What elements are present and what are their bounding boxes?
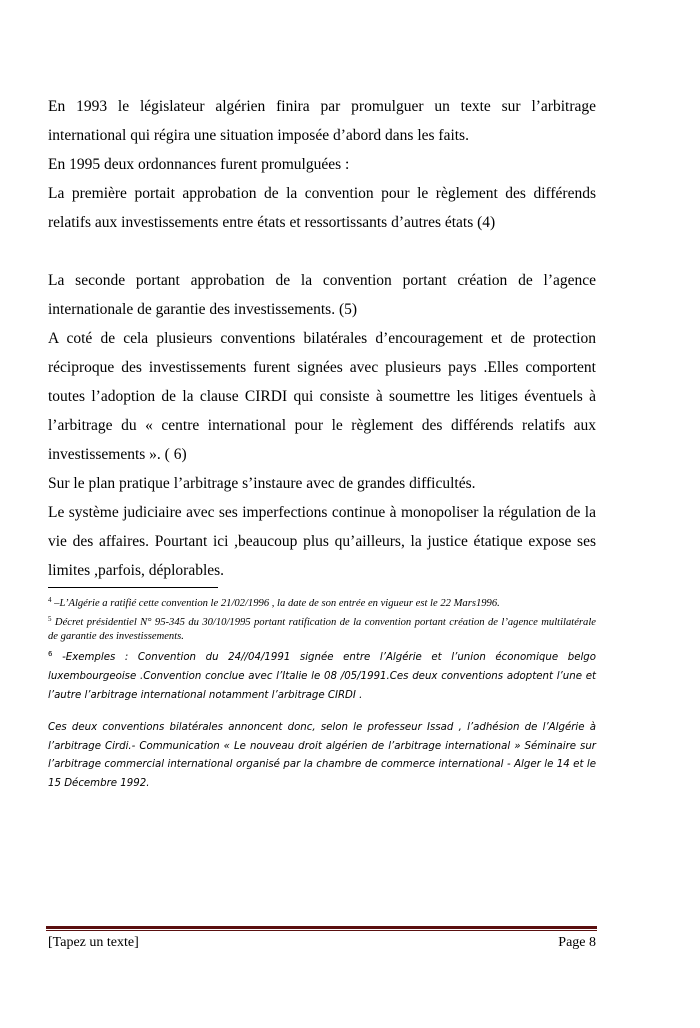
page-number: Page 8 bbox=[558, 935, 596, 950]
footnote-number: 5 bbox=[48, 614, 52, 623]
footer-rule-thick bbox=[46, 926, 597, 929]
blank-line bbox=[48, 237, 596, 266]
footnote-number: 6 bbox=[48, 649, 53, 658]
paragraph-conventions-bilaterales: A coté de cela plusieurs conventions bilatérales d’encouragement et de protection réciproque des investissements furent signées avec plusieurs pays .Elles comportent toutes l’adoption de la clause CIRDI qui consiste à soumettre les litiges éventuels à l’arbitrage du « centre international pour le règlement des différends relatifs aux investissements ». ( 6) bbox=[48, 330, 596, 463]
footnote-text: –L’Algérie a ratifié cette convention le 21/02/1996 , la date de son entrée en vigueur est le 22 Mars1996. bbox=[51, 598, 500, 609]
paragraph-systeme-judiciaire: Le système judiciaire avec ses imperfections continue à monopoliser la régulation de la vie des affaires. Pourtant ici ,beaucoup plus qu’ailleurs, la justice étatique expose ses limites ,parfois, déplorables. bbox=[48, 504, 596, 579]
footnotes bbox=[48, 593, 596, 705]
footnote-text: -Exemples : Convention du 24//04/1991 signée entre l’Algérie et l’union économique belgo luxembourgeoise .Convention conclue avec l’Italie le 08 /05/1991.Ces deux conventions adoptent l’une et l’autre l’arbitrage international notamment l’arbitrage CIRDI . bbox=[48, 651, 596, 701]
footnote-number: 4 bbox=[48, 596, 52, 604]
footnote-separator bbox=[48, 587, 218, 588]
footnote-text: Décret présidentiel N° 95-345 du 30/10/1995 portant ratification de la convention portant création de l’agence multilatérale de garantie des investissements. bbox=[48, 616, 596, 642]
paragraph-1993: En 1993 le législateur algérien finira par promulguer un texte sur l’arbitrage international qui régira une situation imposée d’abord dans les faits. bbox=[48, 98, 596, 144]
body-text bbox=[48, 92, 596, 585]
footnote-5 bbox=[48, 612, 596, 645]
paragraph-premiere: La première portait approbation de la convention pour le règlement des différends relatifs aux investissements entre états et ressortissants d’autres états (4) bbox=[48, 185, 596, 231]
paragraph-plan-pratique: Sur le plan pratique l’arbitrage s’instaure avec de grandes difficultés. bbox=[48, 475, 476, 492]
footer-placeholder-text[interactable]: [Tapez un texte] bbox=[48, 935, 139, 950]
footnote-4 bbox=[48, 593, 596, 612]
paragraph-1995: En 1995 deux ordonnances furent promulguées : bbox=[48, 156, 350, 173]
footnote-6 bbox=[48, 645, 596, 705]
paragraph-seconde: La seconde portant approbation de la convention portant création de l’agence internationale de garantie des investissements. (5) bbox=[48, 272, 596, 318]
footer-rule-thin bbox=[46, 930, 597, 931]
closing-note: Ces deux conventions bilatérales annoncent donc, selon le professeur Issad , l’adhésion de l’Algérie à l’arbitrage Cirdi.- Communication « Le nouveau droit algérien de l’arbitrage international » Séminaire sur l’arbitrage commercial international organisé par la chambre de commerce international - Alger le 14 et le 15 Décembre 1992. bbox=[48, 722, 596, 790]
